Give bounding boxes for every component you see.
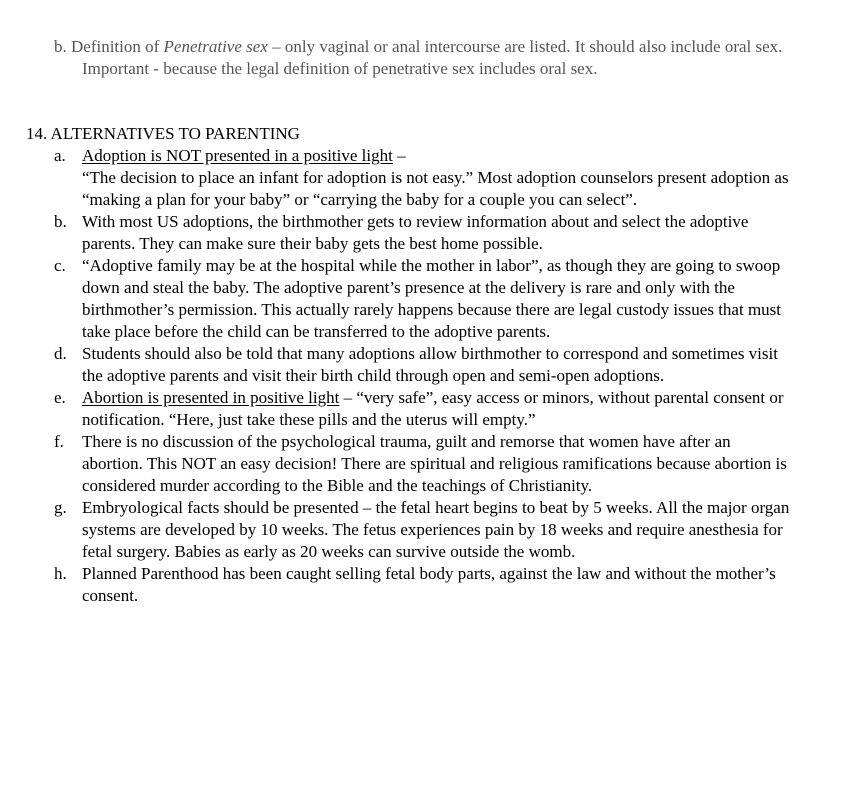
underlined-heading: Abortion is presented in positive light: [82, 388, 340, 407]
list-marker: f.: [54, 432, 64, 451]
list-item-c: [54, 255, 794, 343]
item-text: – only vaginal or anal intercourse are listed. It should also include oral sex. Important - because the legal definition of penetrative sex includes oral sex.: [82, 37, 783, 78]
list-item-text: With most US adoptions, the birthmother gets to review information about and select the adoptive parents. They can make sure their baby gets the best home possible.: [82, 212, 749, 253]
list-marker: h.: [54, 564, 67, 583]
list-item-text: There is no discussion of the psychological trauma, guilt and remorse that women have after an abortion. This NOT an easy decision! There are spiritual and religious ramifications because abortion is considered murder according to the Bible and the teachings of Christianity.: [82, 432, 787, 495]
list-item-a: [54, 145, 794, 211]
list-item-d: [54, 343, 794, 387]
underlined-heading: Adoption is NOT presented in a positive light: [82, 146, 393, 165]
list-item-e: [54, 387, 794, 431]
list-item-text: “Adoptive family may be at the hospital while the mother in labor”, as though they are going to swoop down and steal the baby. The adoptive parent’s presence at the delivery is rare and only with the birthmother’s permission. This actually rarely happens because there are legal custody issues that must take place before the child can be transferred to the adoptive parents.: [82, 256, 782, 341]
item-term: Penetrative sex: [163, 37, 268, 56]
list-marker: a.: [54, 146, 66, 165]
list-marker: c.: [54, 256, 66, 275]
list-item-text: Embryological facts should be presented – the fetal heart begins to beat by 5 weeks. All the major organ systems are developed by 10 weeks. The fetus experiences pain by 18 weeks and require anesthesia for fetal surgery. Babies as early as 20 weeks can survive outside the womb.: [82, 498, 790, 561]
list-item-text: Students should also be told that many adoptions allow birthmother to correspond and sometimes visit the adoptive parents and visit their birth child through open and semi-open adoptions.: [82, 344, 778, 385]
list-item-text: “The decision to place an infant for adoption is not easy.” Most adoption counselors present adoption as “making a plan for your baby” or “carrying the baby for a couple you can select”.: [82, 168, 789, 209]
item-marker: b.: [54, 37, 67, 56]
list-item-text: Planned Parenthood has been caught selling fetal body parts, against the law and without the mother’s consent.: [82, 564, 776, 605]
list-item-g: [54, 497, 794, 563]
heading-dash: –: [392, 146, 406, 165]
section-heading: 14. ALTERNATIVES TO PARENTING: [26, 124, 300, 143]
list-item-text: – “very safe”, easy access or minors, without parental consent or notification. “Here, just take these pills and the uterus will empty.”: [82, 388, 784, 429]
list-marker: d.: [54, 344, 67, 363]
item-lead: Definition of: [71, 37, 164, 56]
list-marker: g.: [54, 498, 67, 517]
list-item-b: [54, 211, 794, 255]
definition-item: [54, 36, 802, 80]
list-item-f: [54, 431, 794, 497]
alternatives-list: [54, 145, 794, 607]
list-marker: b.: [54, 212, 67, 231]
list-item-h: [54, 563, 794, 607]
list-marker: e.: [54, 388, 66, 407]
